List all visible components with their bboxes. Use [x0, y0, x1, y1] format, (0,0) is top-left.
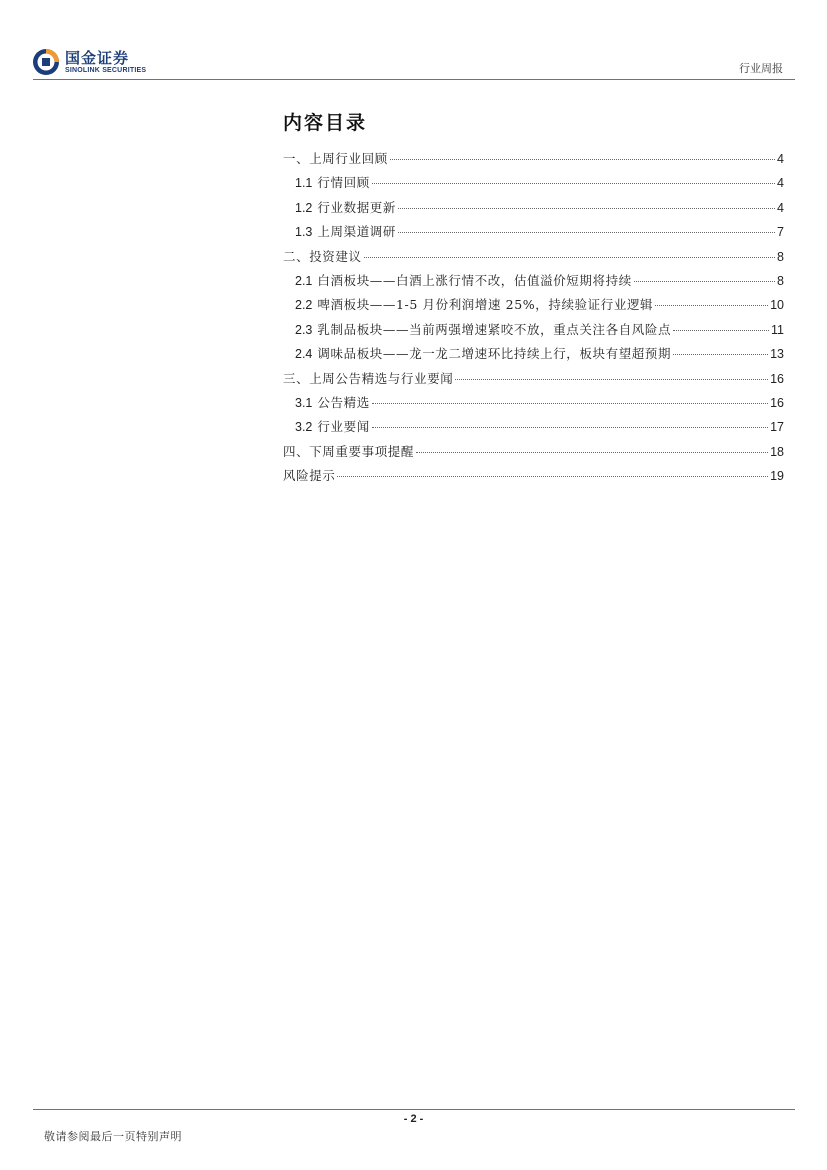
toc-entry-page: 4	[777, 200, 784, 215]
toc-entry-page: 10	[770, 298, 784, 313]
toc-entry-label: 行业数据更新	[317, 199, 396, 215]
toc-entry-number: 2.3	[295, 322, 313, 337]
toc-entry-page: 18	[770, 444, 784, 459]
toc-entry-page: 19	[770, 469, 784, 484]
toc-entry-page: 4	[777, 152, 784, 166]
toc-entry-page: 7	[777, 225, 784, 240]
toc-entry[interactable]	[283, 295, 784, 319]
toc-entry-label: 公告精选	[317, 394, 370, 410]
logo-english-name: SINOLINK SECURITIES	[65, 66, 147, 74]
toc-dot-leader	[455, 379, 768, 380]
toc-entry-page: 16	[770, 371, 784, 386]
toc-dot-leader	[372, 427, 768, 428]
toc-entry[interactable]	[283, 369, 784, 393]
toc-entry[interactable]	[283, 247, 784, 271]
toc-dot-leader	[673, 354, 768, 355]
page-number: - 2 -	[403, 1113, 424, 1125]
toc-entry[interactable]	[283, 222, 784, 246]
toc-entry-number: 1.2	[295, 200, 313, 215]
toc-entry-page: 8	[777, 249, 784, 264]
toc-entry-label: 乳制品板块——当前两强增速紧咬不放，重点关注各自风险点	[317, 321, 672, 337]
toc-dot-leader	[372, 183, 775, 184]
table-of-contents	[283, 108, 784, 490]
toc-entry[interactable]	[283, 149, 784, 173]
toc-entry[interactable]	[283, 271, 784, 295]
toc-entry-number: 2.4	[295, 347, 313, 362]
logo-mark-icon	[32, 48, 60, 76]
toc-entry-label: 调味品板块——龙一龙二增速环比持续上行，板块有望超预期	[317, 346, 672, 362]
footer-divider	[33, 1109, 795, 1110]
toc-dot-leader	[655, 305, 768, 306]
toc-dot-leader	[416, 452, 768, 453]
toc-dot-leader	[337, 476, 768, 477]
toc-entry-number: 2.2	[295, 298, 313, 313]
toc-entry-number: 3.1	[295, 395, 313, 410]
toc-entry-label: 一、上周行业回顾	[283, 151, 388, 166]
company-logo	[32, 48, 146, 76]
toc-entry[interactable]	[283, 320, 784, 344]
toc-entry-label: 四、下周重要事项提醒	[283, 443, 415, 459]
toc-entry-number: 1.3	[295, 225, 313, 240]
toc-entry[interactable]	[283, 442, 784, 466]
toc-entry-page: 13	[770, 347, 784, 362]
toc-entry-label: 三、上周公告精选与行业要闻	[283, 370, 454, 386]
logo-chinese-name: 国金证券	[65, 48, 130, 67]
toc-entry-label: 白酒板块——白酒上涨行情不改，估值溢价短期将持续	[317, 272, 632, 288]
header-divider	[33, 79, 795, 80]
toc-title: 内容目录	[283, 112, 368, 134]
toc-dot-leader	[398, 208, 775, 209]
toc-entry-page: 16	[770, 395, 784, 410]
toc-dot-leader	[372, 403, 768, 404]
toc-entry-page: 4	[777, 176, 784, 191]
toc-entry[interactable]	[283, 466, 784, 490]
toc-entry-page: 8	[777, 273, 784, 288]
toc-entry-page: 11	[771, 322, 784, 337]
toc-dot-leader	[634, 281, 775, 282]
toc-entry-number: 2.1	[295, 273, 313, 288]
toc-entry-label: 上周渠道调研	[317, 224, 396, 240]
toc-dot-leader	[673, 330, 769, 331]
toc-dot-leader	[390, 159, 775, 160]
document-type-label: 行业周报	[739, 62, 783, 75]
toc-entry[interactable]	[283, 198, 784, 222]
footer-disclaimer: 敬请参阅最后一页特别声明	[44, 1130, 182, 1143]
toc-entry-label: 行业要闻	[317, 419, 370, 435]
toc-entry-label: 啤酒板块——1-5 月份利润增速 25%，持续验证行业逻辑	[317, 297, 654, 313]
toc-entry-page: 17	[770, 420, 784, 435]
toc-entry-label: 二、投资建议	[283, 248, 362, 264]
toc-entry-number: 1.1	[295, 176, 313, 191]
toc-entry-label: 行情回顾	[317, 175, 370, 191]
toc-list	[283, 149, 784, 490]
toc-dot-leader	[364, 257, 775, 258]
toc-entry-label: 风险提示	[283, 468, 336, 484]
toc-entry[interactable]	[283, 393, 784, 417]
toc-dot-leader	[398, 232, 775, 233]
toc-entry[interactable]	[283, 173, 784, 197]
page-header	[0, 0, 827, 82]
toc-entry[interactable]	[283, 417, 784, 441]
toc-entry[interactable]	[283, 344, 784, 368]
toc-entry-number: 3.2	[295, 420, 313, 435]
